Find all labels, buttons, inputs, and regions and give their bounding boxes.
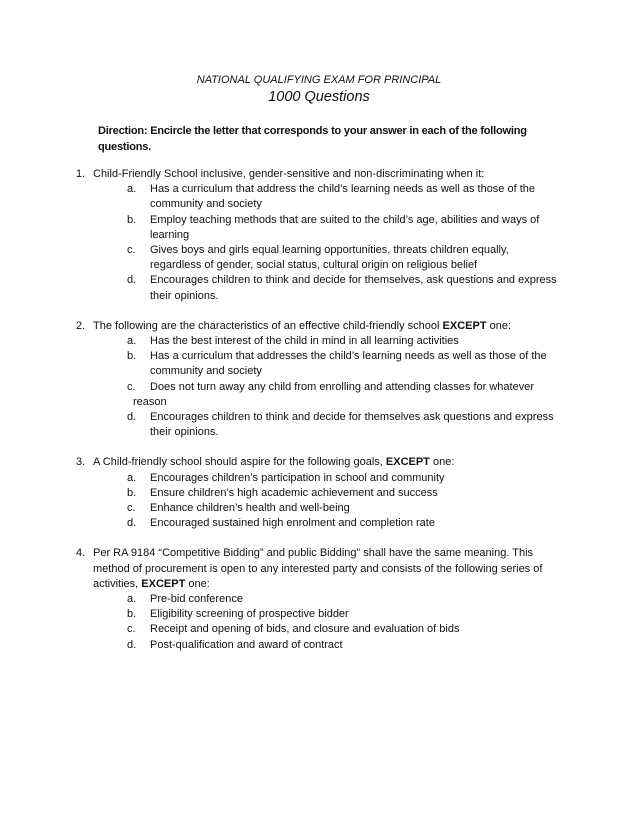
choice-text: Has a curriculum that addresses the child’s learning needs as well as those of the community and society xyxy=(150,350,547,378)
choice-a[interactable] xyxy=(0,471,638,486)
choice-text: Ensure children’s high academic achievement and success xyxy=(150,486,438,499)
choice-text: Encourages children to think and decide for themselves ask questions and express their opinions. xyxy=(150,411,554,439)
choice-list xyxy=(0,592,638,653)
choice-letter: a. xyxy=(127,183,137,196)
choice-b[interactable] xyxy=(0,607,638,622)
choice-text: Receipt and opening of bids, and closure and evaluation of bids xyxy=(150,623,460,636)
choice-letter: d. xyxy=(127,411,137,424)
choice-letter: c. xyxy=(127,380,136,393)
choice-d[interactable] xyxy=(0,516,638,531)
choice-d[interactable] xyxy=(0,638,638,653)
choice-letter: c. xyxy=(127,244,136,257)
choice-d[interactable] xyxy=(0,273,638,303)
choice-letter: b. xyxy=(127,608,137,621)
choice-text: Encourages children’s participation in school and community xyxy=(150,471,445,484)
choice-text: Enhance children’s health and well-being xyxy=(150,502,350,515)
choice-letter: d. xyxy=(127,274,137,287)
choice-letter: b. xyxy=(127,350,137,363)
choice-a[interactable] xyxy=(0,182,638,212)
question-text: Per RA 9184 “Competitive Bidding” and public Bidding” shall have the same meaning. This method of procurement is open to any interested party and consists of the following series of activities, EXCEPT one: xyxy=(93,547,543,590)
question-4 xyxy=(0,546,638,652)
choice-list xyxy=(0,334,638,440)
choice-text: Employ teaching methods that are suited to the child’s age, abilities and ways of learning xyxy=(150,213,540,241)
choice-text: Encourages children to think and decide for themselves, ask questions and express their opinions. xyxy=(150,274,557,302)
question-number: 3. xyxy=(76,456,86,469)
question-3 xyxy=(0,455,638,531)
choice-text-continuation: reason xyxy=(133,395,167,408)
choice-list xyxy=(0,471,638,532)
question-text: A Child-friendly school should aspire for the following goals, EXCEPT one: xyxy=(93,456,455,469)
choice-letter: c. xyxy=(127,623,136,636)
choice-text: Has a curriculum that address the child’s learning needs as well as those of the community and society xyxy=(150,183,536,211)
question-number: 4. xyxy=(76,547,86,560)
choice-b[interactable] xyxy=(0,486,638,501)
choice-letter: b. xyxy=(127,213,137,226)
choice-a[interactable] xyxy=(0,592,638,607)
exam-subtitle: 1000 Questions xyxy=(268,89,370,105)
question-text: The following are the characteristics of an effective child-friendly school EXCEPT one: xyxy=(93,319,512,332)
choice-text: Eligibility screening of prospective bidder xyxy=(150,608,349,621)
choice-c[interactable] xyxy=(0,501,638,516)
choice-text: Gives boys and girls equal learning opportunities, threats children equally, regardless of gender, social status, cultural origin on religious belief xyxy=(150,244,509,272)
choice-c[interactable] xyxy=(0,380,638,410)
choice-letter: a. xyxy=(127,593,137,606)
choice-list xyxy=(0,182,638,304)
question-1 xyxy=(0,167,638,304)
choice-b[interactable] xyxy=(0,349,638,379)
question-number: 2. xyxy=(76,319,86,332)
choice-text: Has the best interest of the child in mind in all learning activities xyxy=(150,335,459,348)
choice-text: Encouraged sustained high enrolment and completion rate xyxy=(150,517,435,530)
choice-b[interactable] xyxy=(0,213,638,243)
choice-letter: a. xyxy=(127,471,137,484)
choice-letter: a. xyxy=(127,335,137,348)
choice-letter: c. xyxy=(127,502,136,515)
choice-letter: b. xyxy=(127,486,137,499)
choice-text: Does not turn away any child from enrolling and attending classes for whatever xyxy=(150,380,534,393)
direction-text: Direction: Encircle the letter that corresponds to your answer in each of the following questions. xyxy=(98,125,527,153)
question-number: 1. xyxy=(76,168,86,180)
question-text: Child-Friendly School inclusive, gender-sensitive and non-discriminating when it: xyxy=(93,168,485,180)
choice-letter: d. xyxy=(127,517,137,530)
choice-c[interactable] xyxy=(0,622,638,637)
choice-text: Pre-bid conference xyxy=(150,593,243,606)
choice-d[interactable] xyxy=(0,410,638,440)
question-2 xyxy=(0,319,638,441)
exam-title: NATIONAL QUALIFYING EXAM FOR PRINCIPAL xyxy=(196,74,442,86)
choice-c[interactable] xyxy=(0,243,638,273)
choice-letter: d. xyxy=(127,638,137,651)
choice-a[interactable] xyxy=(0,334,638,349)
choice-text: Post-qualification and award of contract xyxy=(150,638,343,651)
question-list xyxy=(0,167,638,668)
